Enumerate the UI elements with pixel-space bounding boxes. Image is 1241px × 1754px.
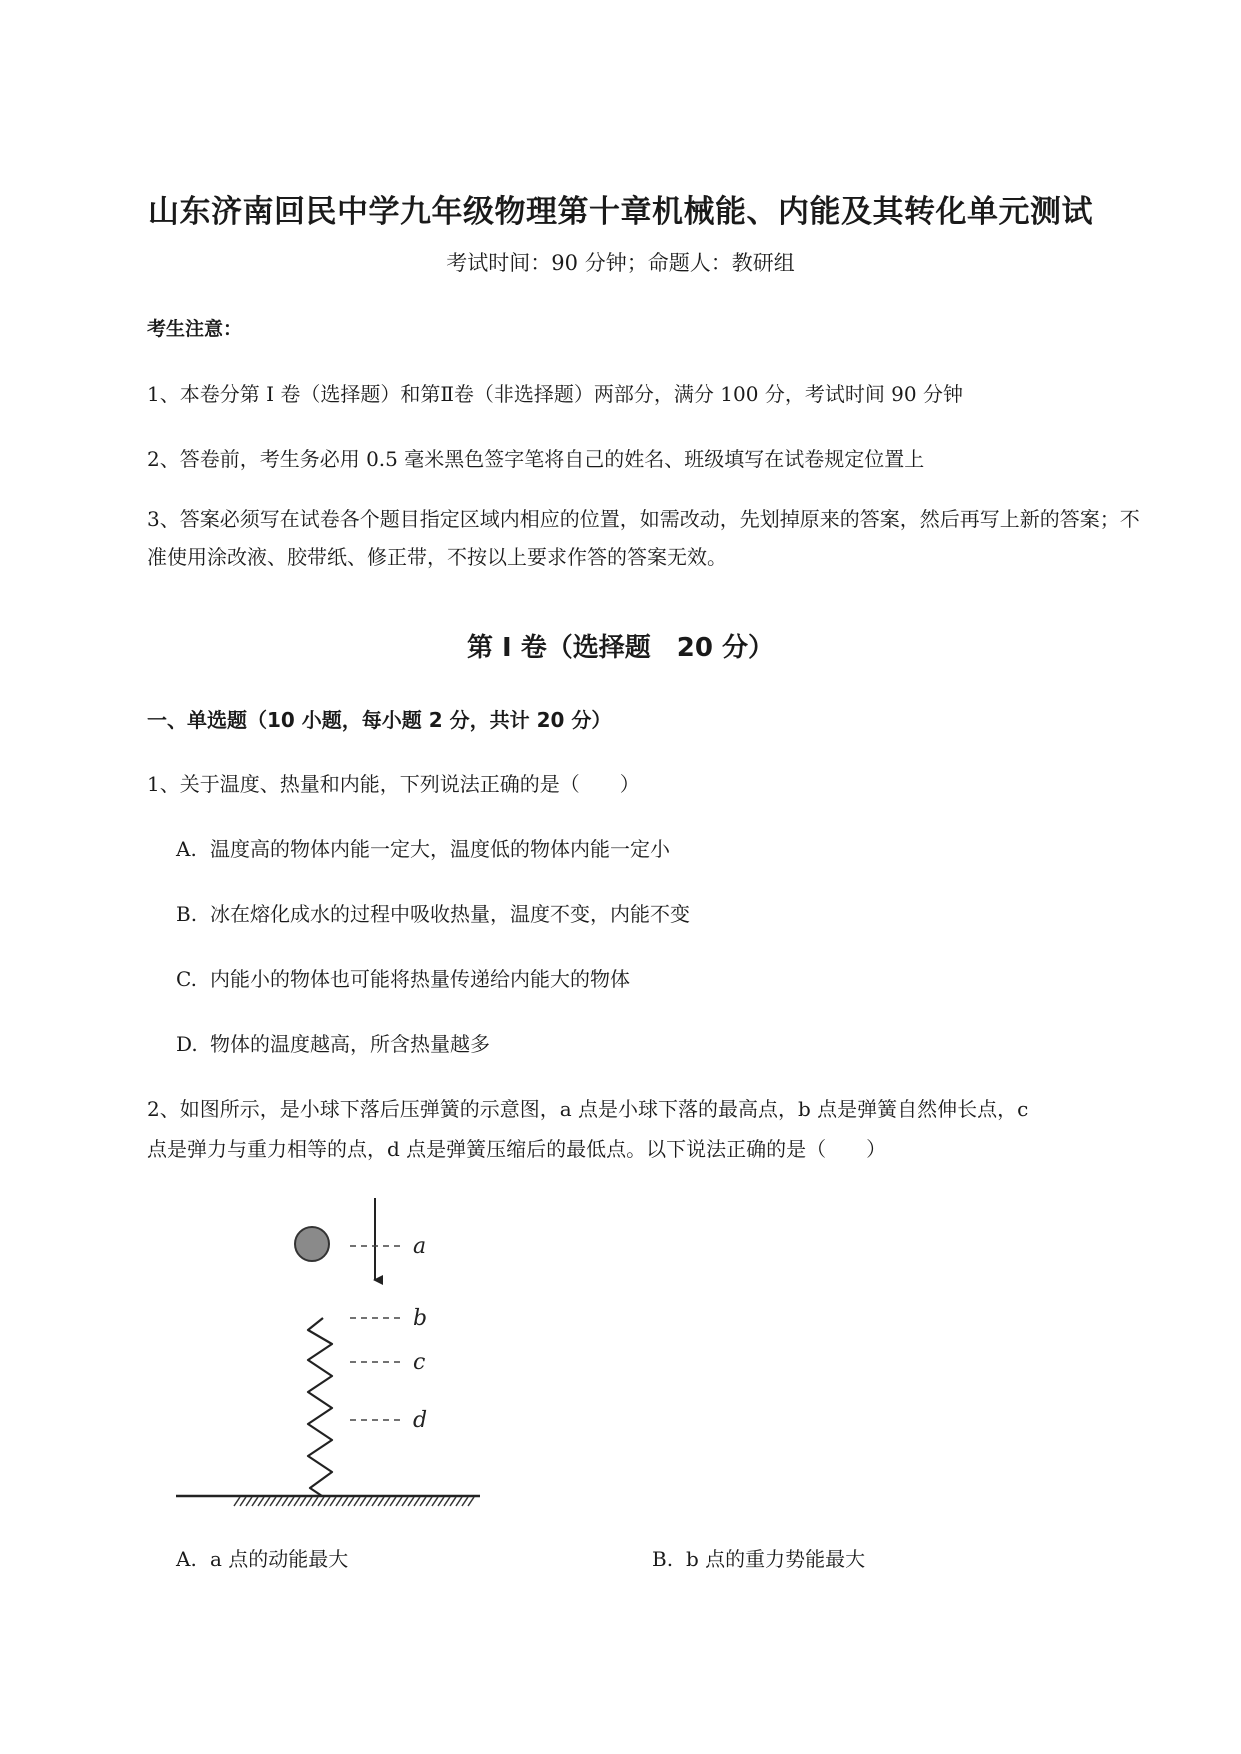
option-text: 内能小的物体也可能将热量传递给内能大的物体 xyxy=(210,967,630,991)
spring xyxy=(308,1318,332,1496)
section-title: 第 I 卷（选择题 20 分） xyxy=(466,633,774,663)
notice-item-1: 1、本卷分第 I 卷（选择题）和第Ⅱ卷（非选择题）两部分，满分 100 分，考试时间 90 分钟 xyxy=(147,382,963,406)
exam-subtitle: 考试时间：90 分钟；命题人：教研组 xyxy=(446,251,795,275)
ground-hatching xyxy=(234,1497,474,1506)
question-1-option-d xyxy=(176,1028,490,1057)
option-key: D. xyxy=(176,1032,198,1056)
option-key: C. xyxy=(176,967,197,991)
label-d: d xyxy=(413,1408,428,1433)
question-1-option-c xyxy=(176,963,630,992)
question-1-stem: 1、关于温度、热量和内能，下列说法正确的是（ ） xyxy=(147,772,640,796)
question-1-option-a xyxy=(176,833,670,862)
section-subheading: 一、单选题（10 小题，每小题 2 分，共计 20 分） xyxy=(147,708,612,732)
question-2-option-a xyxy=(176,1543,348,1572)
label-b: b xyxy=(413,1306,428,1331)
notice-item-2: 2、答卷前，考生务必用 0.5 毫米黑色签字笔将自己的姓名、班级填写在试卷规定位置上 xyxy=(147,447,925,471)
question-2-stem-line-1: 2、如图所示，是小球下落后压弹簧的示意图，a 点是小球下落的最高点，b 点是弹簧自然伸长点，c xyxy=(147,1097,1029,1121)
notice-heading: 考生注意： xyxy=(147,318,243,340)
option-text: 物体的温度越高，所含热量越多 xyxy=(210,1032,490,1056)
option-key: A. xyxy=(176,1547,197,1571)
option-key: B. xyxy=(176,902,198,926)
question-2-stem-line-2: 点是弹力与重力相等的点，d 点是弹簧压缩后的最低点。以下说法正确的是（ ） xyxy=(147,1137,887,1161)
option-text: b 点的重力势能最大 xyxy=(686,1547,866,1571)
question-2-option-b xyxy=(652,1543,865,1572)
option-text: 温度高的物体内能一定大，温度低的物体内能一定小 xyxy=(210,837,670,861)
option-key: B. xyxy=(652,1547,674,1571)
ball xyxy=(295,1227,329,1261)
option-key: A. xyxy=(176,837,197,861)
label-a: a xyxy=(413,1234,427,1259)
spring-ball-figure xyxy=(160,1190,500,1510)
notice-item-3: 3、答案必须写在试卷各个题目指定区域内相应的位置，如需改动，先划掉原来的答案，然后再写上新的答案；不准使用涂改液、胶带纸、修正带，不按以上要求作答的答案无效。 xyxy=(147,507,1140,569)
exam-title: 山东济南回民中学九年级物理第十章机械能、内能及其转化单元测试 xyxy=(148,194,1093,230)
question-1-option-b xyxy=(176,898,690,927)
option-text: a 点的动能最大 xyxy=(210,1547,349,1571)
option-text: 冰在熔化成水的过程中吸收热量，温度不变，内能不变 xyxy=(210,902,690,926)
label-c: c xyxy=(413,1350,426,1375)
